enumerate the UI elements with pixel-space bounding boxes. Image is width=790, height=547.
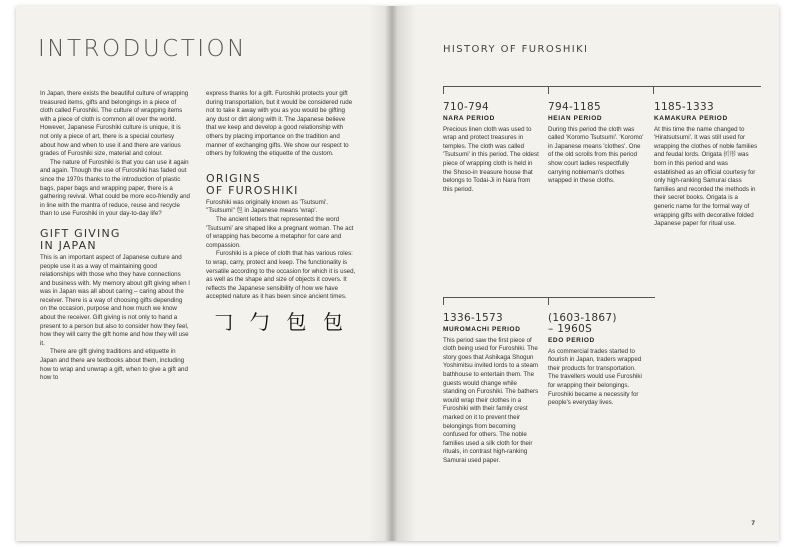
origins-paragraph-3: Furoshiki is a piece of cloth that has various roles: to wrap, carry, protect and keep. The functionality is versatile according to the occasion for which it is used, as well as the shape and size of objects it covers. It reflects the Japanese sensibility of how we have accepted nature as it has been since ancient times. [206, 250, 356, 301]
left-column-a [40, 90, 190, 383]
period-heian [548, 102, 646, 186]
timeline-tick [653, 86, 654, 94]
period-edo [548, 313, 646, 408]
period-name: MUROMACHI PERIOD [443, 326, 521, 333]
book-spread [16, 6, 779, 541]
left-page [16, 6, 391, 541]
page-number: 7 [751, 520, 755, 527]
ancient-glyph-2: 勹 [249, 309, 270, 334]
period-name: KAMAKURA PERIOD [654, 115, 728, 122]
period-text: At this time the name changed to 'Hiratsutsumi'. It was still used for wrapping the clothes of noble families and feudal lords. Origata 折形 was born in this period and was established as an official courtesy for only high-ranking Samurai class families and recorded the methods in their secret books. Origata is a generic name for the formal way of wrapping gifts with decorative folded Japanese paper for ritual use. [654, 125, 758, 228]
timeline-tick [548, 86, 549, 94]
timeline-top [443, 86, 761, 96]
period-text: Precious linen cloth was used to wrap and protect treasures in temples. The cloth was called 'Tsutsumi' in this period. The oldest piece of wrapping cloth is held in the Shoso-in treasure house that belongs to Todai-Ji in Nara from this period. [443, 125, 539, 193]
origins-heading-line-1: ORIGINS [206, 171, 261, 185]
right-page [391, 6, 779, 541]
origins-paragraph-1: Furoshiki was originally known as 'Tsutsumi'. "Tsutsumi" 包 in Japanese means 'wrap'. [206, 198, 329, 215]
timeline-line [443, 86, 761, 87]
period-years-line-1: (1603-1867) [548, 312, 617, 324]
period-years: 710-794 [443, 101, 489, 113]
timeline-bottom [443, 297, 655, 307]
period-years: 1185-1333 [654, 101, 714, 113]
origins-paragraph-2: The ancient letters that represented the word 'Tsutsumi' are shaped like a pregnant woman. The act of wrapping has become a metaphor for care and compassion. [206, 215, 354, 249]
gift-paragraph-2: There are gift giving traditions and etiquette in Japan and there are textbooks about them, including how to wrap and unwrap a gift, when to give a gift and how to [40, 348, 188, 382]
period-text: This period saw the first piece of cloth being used for Furoshiki. The story goes that Ashikaga Shogun Yoshimitsu invited lords to a steam bathhouse to entertain them. The guests would change while standing on Furoshiki. The bathers would wrap their clothes in a Furoshiki with their family crest marked on it to prevent their belongings from becoming confused for others. The noble families used a silk cloth for their rituals, in contrast high-ranking Samurai used paper. [443, 336, 539, 464]
period-name: EDO PERIOD [548, 337, 595, 344]
continued-paragraph: express thanks for a gift. Furoshiki protects your gift during transportation, but it would be considered rude not to take it away with you as you would be gifting any dust or dirt along with it. The Japanese believe that we keep and develop a good relationship with others by placing importance on the tradition and manner of exchanging gifts. We show our respect to others by following the etiquette of the custom. [206, 90, 353, 158]
period-muromachi [443, 313, 541, 466]
timeline-tick [548, 297, 549, 305]
ancient-glyph-3: 包 [286, 309, 307, 334]
introduction-title: INTRODUCTION [38, 36, 247, 62]
intro-paragraph-2: The nature of Furoshiki is that you can use it again and again. Though the use of Furoshiki has faded out since the 1970s thanks to the introduction of plastic bags, paper bags and wrapping paper, there is a gathering revival. What could be more eco-friendly and in line with the mantra of reduce, reuse and recycle than to use Furoshiki in your day-to-day life? [40, 158, 190, 218]
timeline-tick [443, 86, 444, 94]
period-name: NARA PERIOD [443, 115, 495, 122]
ancient-glyph-1: 𠃌 [213, 309, 233, 334]
period-name: HEIAN PERIOD [548, 115, 603, 122]
gift-heading-line-1: GIFT GIVING [40, 226, 121, 240]
gift-paragraph-1: This is an important aspect of Japanese culture and people use it as a way of maintaining good relationships with those who they have connections and business with. My memory about gift giving when I was in Japan was all about caring – caring about the receiver. There is a way of choosing gifts depending on the occasion, purpose and how much we know about the receiver. Gift giving is not only to hand a present to a person but also to consider how they feel, how they will carry the gift home and how they will use it. [40, 253, 190, 347]
history-title: HISTORY OF FUROSHIKI [443, 44, 589, 55]
period-years: 794-1185 [548, 101, 601, 113]
origins-heading-line-2: OF FUROSHIKI [206, 183, 299, 197]
period-years-line-2: – 1960S [548, 323, 593, 335]
gift-heading-line-2: IN JAPAN [40, 238, 97, 252]
origins-heading [206, 173, 356, 197]
period-text: During this period the cloth was called 'Koromo Tsutsumi'. 'Koromo' in Japanese means 'clothes'. One of the old scrolls from this period show court ladies respectfully carrying nobleman's clothes wrapped in these cloths. [548, 125, 644, 185]
period-text: As commercial trades started to flourish in Japan, traders wrapped their products for transportation. The travellers would use Furoshiki for wrapping their belongings. Furoshiki became a necessity for people's everyday lives. [548, 347, 642, 407]
gift-giving-heading [40, 228, 190, 252]
intro-paragraph-1: In Japan, there exists the beautiful culture of wrapping treasured items, gifts and belongings in a piece of cloth called Furoshiki. The culture of wrapping items with a piece of cloth is common all over the world. However, Japanese Furoshiki culture is unique, it is not only a piece of art, there is a special courtesy about how and when to use it and there are various grades of Furoshiki size, material and colour. [40, 90, 189, 158]
kanji-evolution-row [206, 309, 346, 334]
timeline-tick [443, 297, 444, 305]
timeline-line [443, 297, 655, 298]
period-nara [443, 102, 541, 194]
period-kamakura [654, 102, 758, 229]
period-years: 1336-1573 [443, 312, 503, 324]
left-column-b [206, 90, 356, 334]
tsutsumi-kanji: 包 [322, 309, 343, 334]
